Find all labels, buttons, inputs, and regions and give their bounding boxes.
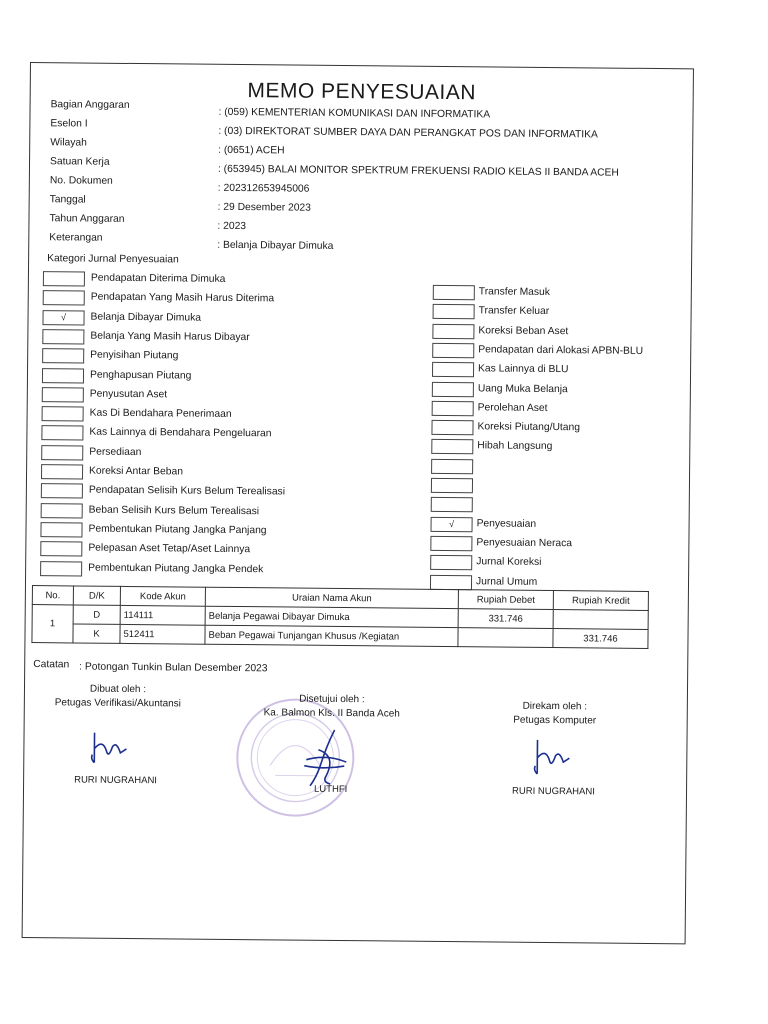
disetujui-name: LUTHFI xyxy=(313,783,348,796)
category-checkbox[interactable] xyxy=(432,343,474,358)
category-label: Pendapatan dari Alokasi APBN-BLU xyxy=(478,344,644,357)
row-kredit xyxy=(553,610,648,630)
category-checkbox[interactable] xyxy=(431,459,473,474)
category-checkbox[interactable] xyxy=(433,304,475,319)
row-uraian: Belanja Pegawai Dibayar Dimuka xyxy=(205,606,458,627)
row-kredit: 331.746 xyxy=(553,629,648,649)
label-tahun-anggaran: Tahun Anggaran xyxy=(49,213,125,225)
category-checkbox[interactable] xyxy=(433,285,475,300)
row-uraian: Beban Pegawai Tunjangan Khusus /Kegiatan xyxy=(205,625,458,646)
category-label: Pendapatan Yang Masih Harus Diterima xyxy=(90,291,275,305)
category-label: Belanja Yang Masih Harus Dibayar xyxy=(90,330,250,344)
value-satuan-kerja: : (653945) BALAI MONITOR SPEKTRUM FREKUENSI RADIO KELAS II BANDA ACEH xyxy=(217,163,619,179)
direkam-name: RURI NUGRAHANI xyxy=(511,785,595,798)
signature-direkam xyxy=(475,700,635,727)
header-debet: Rupiah Debet xyxy=(458,590,553,610)
row-no: 1 xyxy=(32,605,73,643)
category-label: Koreksi Beban Aset xyxy=(478,324,569,337)
value-keterangan: : Belanja Dibayar Dimuka xyxy=(217,239,334,252)
value-tahun-anggaran: : 2023 xyxy=(217,220,247,233)
category-label: Penghapusan Piutang xyxy=(89,369,192,382)
category-label: Uang Muka Belanja xyxy=(477,382,568,395)
memo-title: MEMO PENYESUAIAN xyxy=(247,79,477,105)
category-label: Jurnal Umum xyxy=(475,575,538,588)
catatan-value: : Potongan Tunkin Bulan Desember 2023 xyxy=(79,661,268,675)
category-checkbox[interactable] xyxy=(41,445,83,460)
category-label: Koreksi Antar Beban xyxy=(89,465,183,478)
direkam-role: Petugas Komputer xyxy=(513,714,597,727)
category-checkbox[interactable] xyxy=(430,555,472,570)
category-checkbox[interactable] xyxy=(431,439,473,454)
value-eselon: : (03) DIREKTORAT SUMBER DAYA DAN PERANGKAT POS DAN INFORMATIKA xyxy=(218,125,598,141)
category-checkbox[interactable] xyxy=(430,536,472,551)
signature-mark-disetujui xyxy=(296,726,357,796)
category-checkbox[interactable] xyxy=(41,426,83,441)
category-checkbox[interactable] xyxy=(41,464,83,479)
row-kode: 512411 xyxy=(120,624,205,644)
row-dk: K xyxy=(73,624,120,643)
header-kode-akun: Kode Akun xyxy=(120,586,205,606)
category-label: Pelepasan Aset Tetap/Aset Lainnya xyxy=(88,542,251,556)
category-label: Pembentukan Piutang Jangka Panjang xyxy=(88,523,267,537)
category-label: Persediaan xyxy=(89,446,142,458)
category-checkbox[interactable] xyxy=(430,574,472,589)
category-label: Penyisihan Piutang xyxy=(90,349,179,362)
category-label: Belanja Dibayar Dimuka xyxy=(90,311,202,324)
category-checkbox[interactable] xyxy=(42,329,84,344)
label-wilayah: Wilayah xyxy=(50,137,87,149)
category-checkbox[interactable] xyxy=(432,401,474,416)
category-label: Penyesuaian xyxy=(476,517,537,530)
label-eselon: Eselon I xyxy=(50,118,88,130)
disetujui-title: Disetujui oleh : xyxy=(299,693,365,706)
dibuat-name: RURI NUGRAHANI xyxy=(74,774,158,787)
category-checkbox[interactable] xyxy=(40,522,82,537)
category-label: Pendapatan Diterima Dimuka xyxy=(90,272,226,285)
disetujui-role: Ka. Balmon Kls. II Banda Aceh xyxy=(263,707,400,720)
category-checkbox[interactable] xyxy=(432,323,474,338)
category-checkbox[interactable]: √ xyxy=(431,516,473,531)
row-debet xyxy=(458,628,553,648)
category-label: Pembentukan Piutang Jangka Pendek xyxy=(88,562,264,575)
kategori-heading: Kategori Jurnal Penyesuaian xyxy=(47,253,179,266)
label-satuan-kerja: Satuan Kerja xyxy=(49,156,110,168)
category-label: Transfer Masuk xyxy=(478,286,551,299)
label-no-dokumen: No. Dokumen xyxy=(49,175,113,187)
label-keterangan: Keterangan xyxy=(49,232,103,244)
direkam-title: Direkam oleh : xyxy=(522,700,588,713)
label-tanggal: Tanggal xyxy=(49,194,86,206)
category-checkbox[interactable] xyxy=(432,362,474,377)
memo-document xyxy=(22,62,694,944)
signature-disetujui xyxy=(247,693,417,720)
category-label: Perolehan Aset xyxy=(477,402,548,414)
value-bagian-anggaran: : (059) KEMENTERIAN KOMUNIKASI DAN INFORMATIKA xyxy=(218,106,491,121)
category-checkbox[interactable] xyxy=(43,290,85,305)
category-label: Hibah Langsung xyxy=(477,440,553,453)
category-label: Penyusutan Aset xyxy=(89,388,168,401)
category-label: Jurnal Koreksi xyxy=(476,556,542,569)
category-checkbox[interactable] xyxy=(42,348,84,363)
label-bagian-anggaran: Bagian Anggaran xyxy=(50,99,130,111)
value-tanggal: : 29 Desember 2023 xyxy=(217,201,311,214)
category-label: Kas Di Bendahara Penerimaan xyxy=(89,407,232,421)
category-checkbox[interactable] xyxy=(42,387,84,402)
category-label: Kas Lainnya di BLU xyxy=(478,363,569,376)
catatan-label: Catatan xyxy=(33,659,70,671)
category-label: Pendapatan Selisih Kurs Belum Terealisasi xyxy=(88,484,286,498)
category-checkbox[interactable] xyxy=(431,478,473,493)
category-label: Beban Selisih Kurs Belum Terealisasi xyxy=(88,504,260,517)
category-checkbox[interactable] xyxy=(42,368,84,383)
account-table xyxy=(31,585,649,649)
header-no: No. xyxy=(32,586,73,605)
category-checkbox[interactable] xyxy=(41,483,83,498)
category-checkbox[interactable] xyxy=(41,503,83,518)
signature-mark-dibuat xyxy=(86,729,136,769)
category-checkbox[interactable] xyxy=(42,406,84,421)
row-kode: 114111 xyxy=(120,605,205,625)
signature-dibuat xyxy=(33,683,203,710)
category-label: Koreksi Piutang/Utang xyxy=(477,421,581,434)
header-uraian: Uraian Nama Akun xyxy=(205,587,458,608)
dibuat-role: Petugas Verifikasi/Akuntansi xyxy=(54,697,181,710)
category-label: Kas Lainnya di Bendahara Pengeluaran xyxy=(89,426,272,440)
category-label: Penyesuaian Neraca xyxy=(476,537,573,550)
category-checkbox[interactable] xyxy=(40,541,82,556)
category-checkbox[interactable]: √ xyxy=(42,310,84,325)
row-dk: D xyxy=(73,605,120,624)
value-wilayah: : (0651) ACEH xyxy=(218,144,285,157)
row-debet: 331.746 xyxy=(458,609,553,629)
category-checkbox[interactable] xyxy=(40,561,82,576)
header-dk: D/K xyxy=(73,586,120,605)
category-checkbox[interactable] xyxy=(431,497,473,512)
category-label: Transfer Keluar xyxy=(478,305,550,318)
value-no-dokumen: : 202312653945006 xyxy=(217,182,310,195)
category-checkbox[interactable] xyxy=(432,381,474,396)
header-kredit: Rupiah Kredit xyxy=(553,591,648,611)
dibuat-title: Dibuat oleh : xyxy=(89,683,147,696)
category-checkbox[interactable] xyxy=(431,420,473,435)
category-checkbox[interactable] xyxy=(43,271,85,286)
signature-mark-direkam xyxy=(529,736,579,780)
